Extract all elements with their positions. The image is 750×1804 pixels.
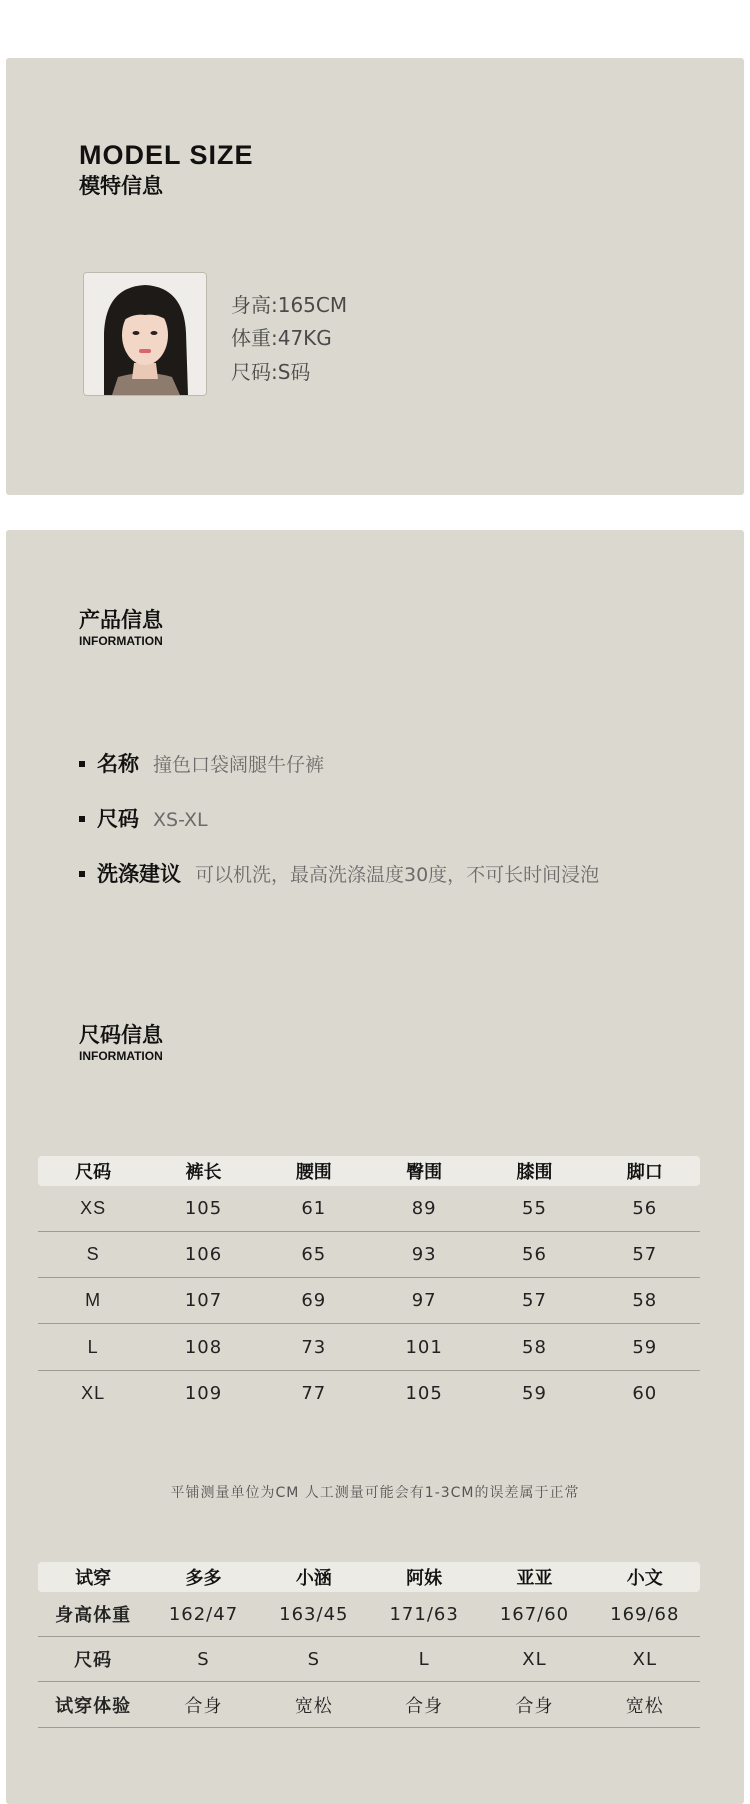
product-name-row [79,748,324,778]
table-cell: S [307,1648,321,1670]
table-cell: 尺码 [74,1650,113,1671]
table-cell: 167/60 [499,1603,570,1625]
table-cell: 105 [184,1198,223,1219]
product-size-row [79,803,208,833]
table-cell: 171/63 [389,1603,459,1625]
table-cell: 107 [184,1290,223,1311]
bullet-icon [79,871,85,877]
table-cell: S [197,1648,210,1670]
model-size-title: MODEL SIZE [79,140,254,170]
table-cell: 109 [184,1383,223,1404]
table-cell: 162/47 [168,1603,239,1625]
size-info-subtitle: INFORMATION [79,1049,163,1063]
fitting-table-header [38,1562,700,1592]
table-cell: 61 [301,1198,327,1219]
header-cell: 小涵 [295,1568,332,1589]
product-name-value: 撞色口袋阔腿牛仔裤 [153,754,325,776]
bullet-icon [79,761,85,767]
table-cell: 56 [522,1244,547,1265]
fitting-table [38,1562,700,1728]
table-cell: 宽松 [625,1695,664,1717]
size-table [38,1156,700,1416]
table-cell: M [85,1290,102,1310]
header-cell: 尺码 [75,1162,112,1183]
table-cell: 58 [522,1336,547,1358]
table-cell: 58 [632,1290,658,1311]
product-info-subtitle: INFORMATION [79,634,163,648]
table-cell: 59 [522,1383,547,1404]
header-cell: 小文 [626,1568,663,1589]
table-cell: 77 [301,1383,327,1404]
product-info-title: 产品信息 [79,608,163,632]
table-cell: 59 [632,1336,658,1358]
model-size: 尺码:S码 [231,360,311,384]
measurement-note: 平铺测量单位为CM 人工测量可能会有1-3CM的误差属于正常 [170,1485,580,1501]
table-row [38,1371,700,1416]
product-name-label: 名称 [97,752,139,776]
table-cell: 65 [301,1244,327,1265]
product-wash-label: 洗涤建议 [97,862,181,886]
table-cell: 163/45 [279,1603,349,1625]
table-row [38,1232,700,1278]
table-cell: XL [522,1648,547,1670]
table-cell: 试穿体验 [55,1695,132,1717]
table-cell: 106 [184,1244,223,1265]
table-row [38,1278,700,1324]
header-cell: 臀围 [406,1162,443,1183]
model-height: 身高:165CM [231,293,348,317]
table-cell: 169/68 [610,1603,680,1625]
model-info-title: 模特信息 [79,174,163,198]
model-photo [83,272,207,396]
header-cell: 裤长 [185,1162,222,1183]
table-cell: L [87,1336,99,1357]
table-cell: 105 [405,1383,443,1404]
table-row [38,1592,700,1637]
header-cell: 脚口 [626,1162,663,1183]
header-cell: 腰围 [295,1162,332,1183]
header-cell: 阿妹 [406,1568,443,1589]
table-cell: 73 [301,1336,327,1358]
table-cell: 合身 [405,1695,444,1717]
table-cell: 56 [632,1198,658,1219]
table-cell: S [86,1244,100,1264]
model-weight: 体重:47KG [231,326,332,350]
table-row [38,1637,700,1682]
bullet-icon [79,816,85,822]
model-portrait-image [84,273,206,395]
table-cell: 宽松 [294,1695,333,1717]
table-cell: 57 [632,1244,658,1265]
table-cell: 合身 [184,1695,223,1717]
table-cell: 身高体重 [55,1605,132,1626]
table-cell: 55 [522,1198,547,1219]
size-table-header [38,1156,700,1186]
table-cell: 合身 [515,1695,554,1717]
table-cell: L [418,1648,430,1670]
header-cell: 多多 [185,1568,222,1589]
table-cell: XL [81,1383,106,1403]
table-cell: XS [80,1198,107,1218]
table-cell: 97 [411,1290,437,1311]
product-wash-row [79,858,599,888]
table-cell: 57 [522,1290,547,1311]
size-info-title: 尺码信息 [79,1023,163,1047]
table-cell: 60 [632,1383,658,1404]
table-cell: 69 [301,1290,327,1311]
header-cell: 膝围 [516,1162,553,1183]
table-cell: 101 [405,1336,443,1358]
product-wash-value: 可以机洗，最高洗涤温度30度，不可长时间浸泡 [195,864,600,886]
product-size-value: XS-XL [153,809,208,831]
product-size-label: 尺码 [97,807,139,831]
header-cell: 试穿 [75,1568,112,1589]
table-cell: 89 [411,1198,437,1219]
table-row [38,1682,700,1728]
table-row [38,1324,700,1371]
table-cell: 108 [184,1336,223,1358]
table-cell: XL [632,1648,657,1670]
table-cell: 93 [411,1244,437,1265]
table-row [38,1186,700,1232]
header-cell: 亚亚 [516,1568,553,1589]
